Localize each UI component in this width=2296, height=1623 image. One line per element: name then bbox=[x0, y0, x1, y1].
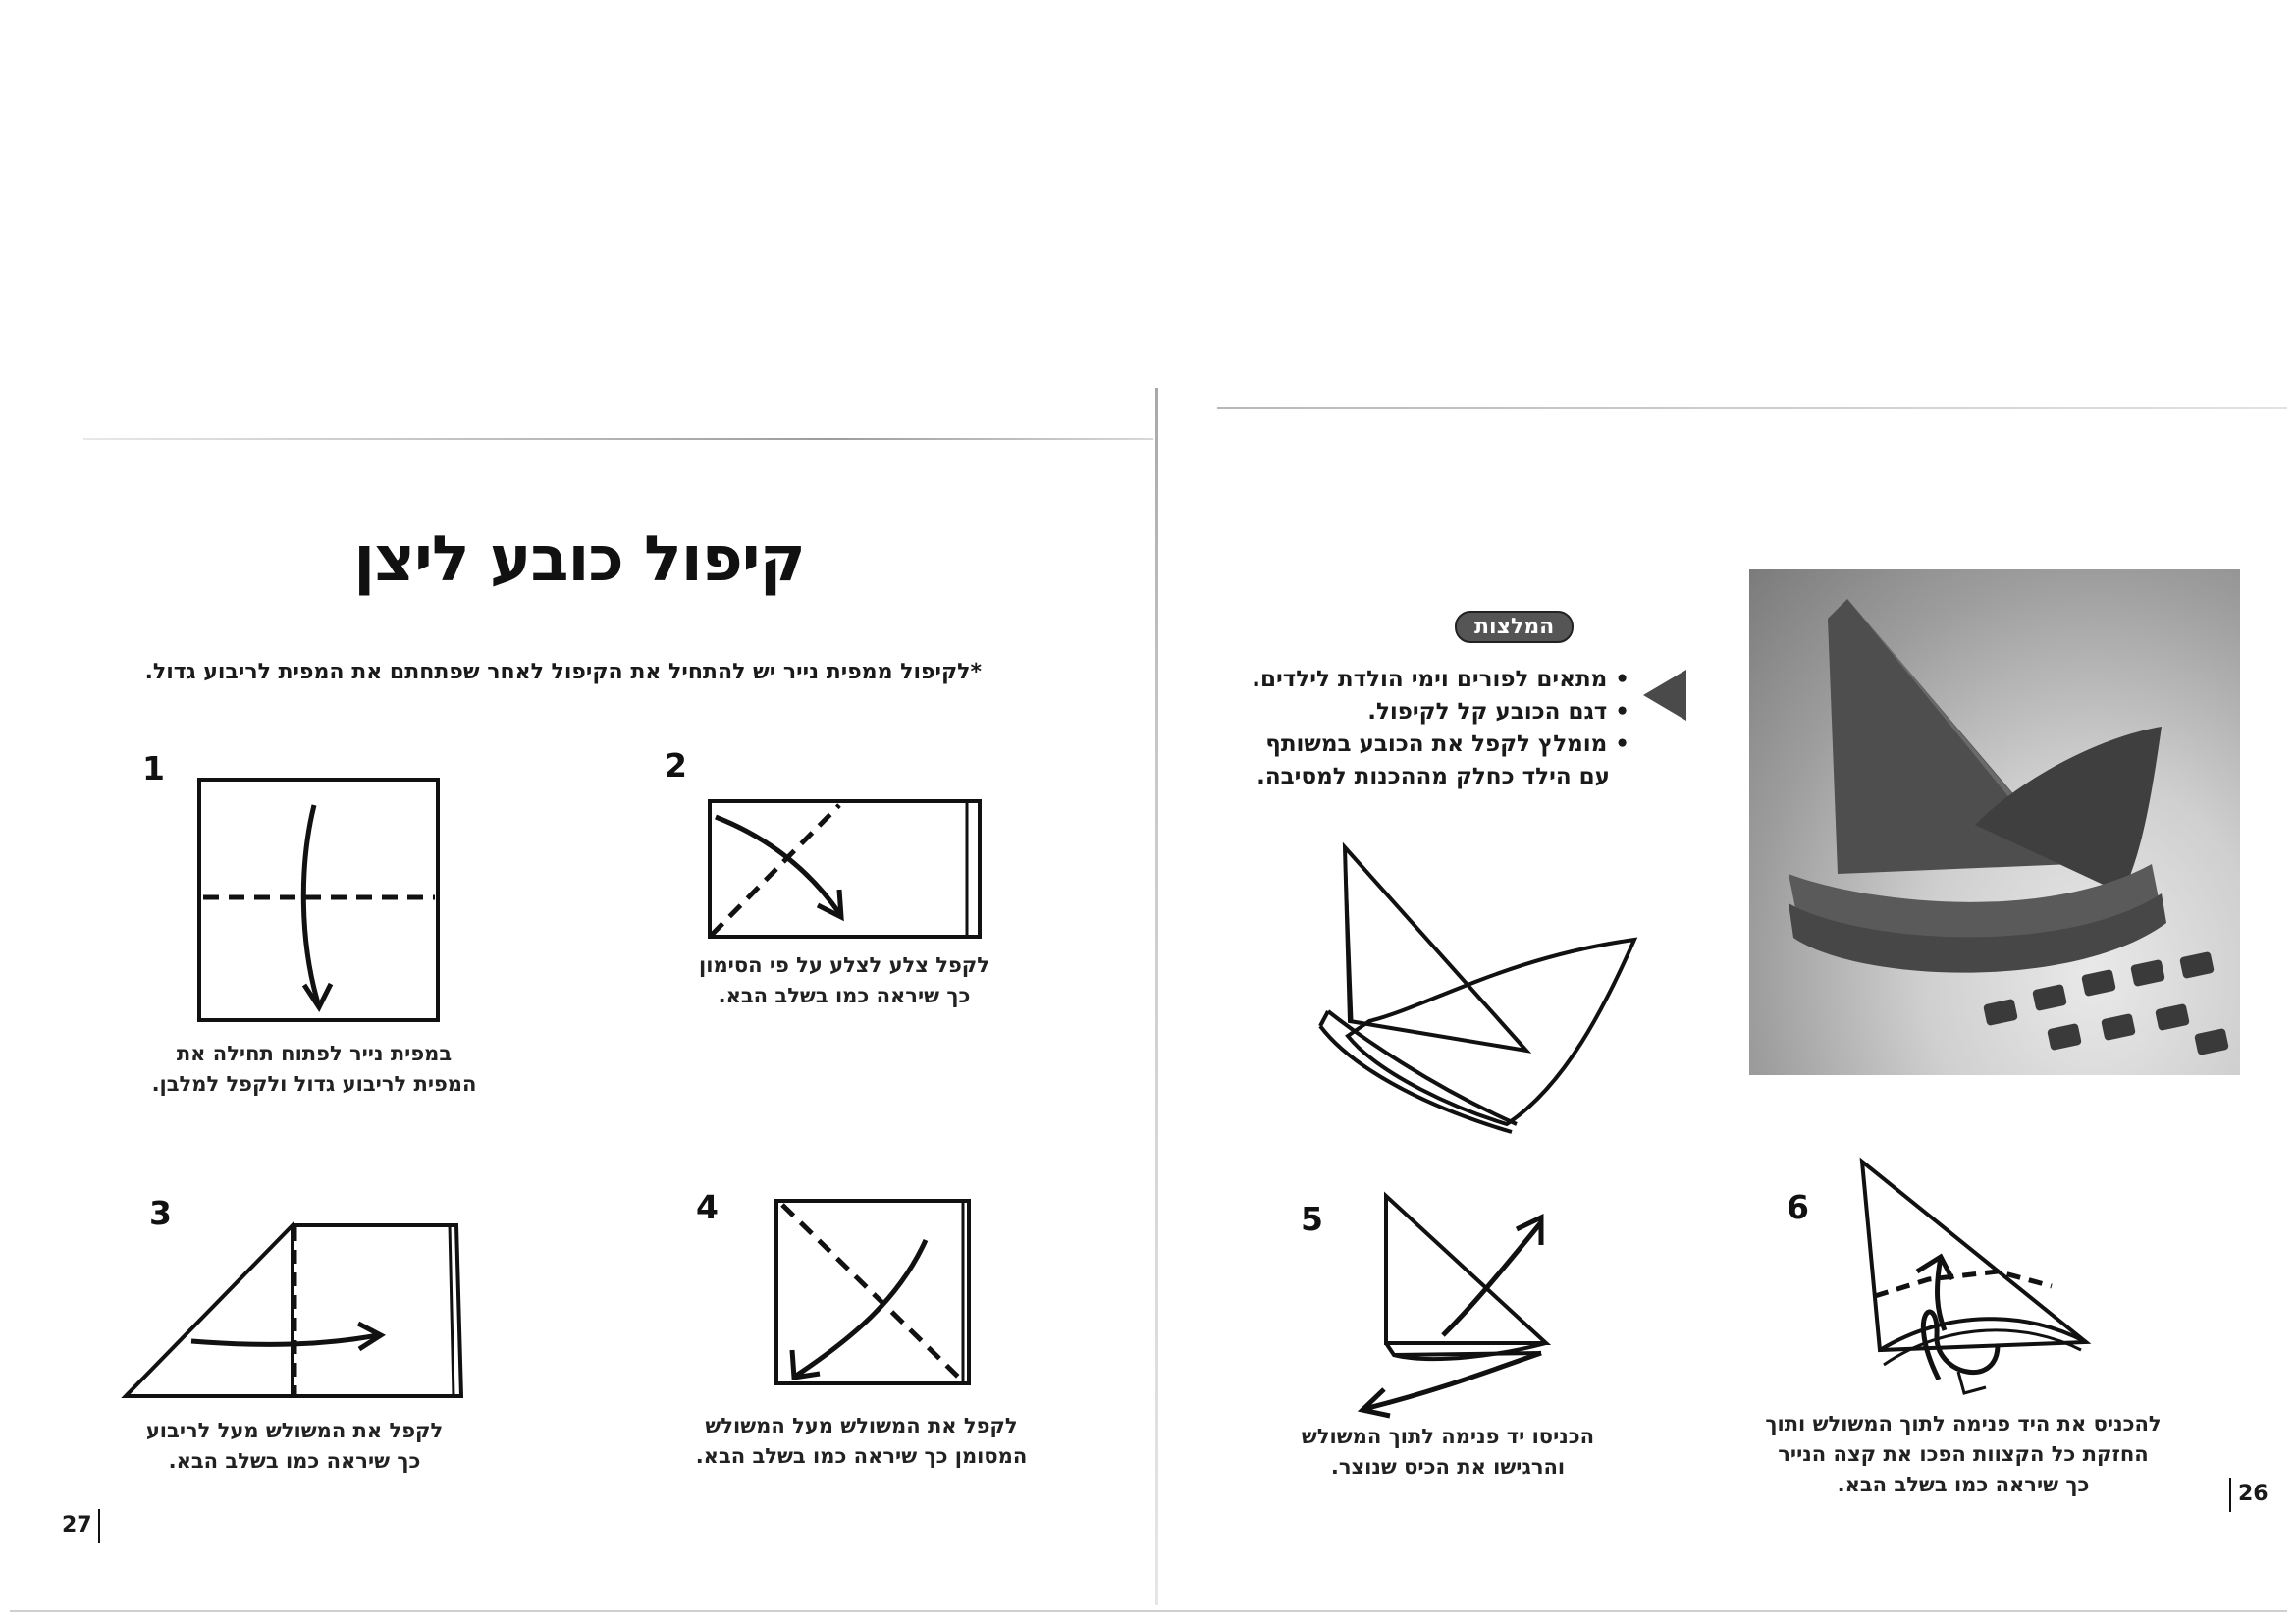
step-caption: במפית נייר לפתוח תחילה את המפית לריבוע גדול ולקפל למלבן. bbox=[151, 1042, 477, 1096]
step-number: 6 bbox=[1787, 1188, 1809, 1226]
tips-item: •מתאים לפורים וימי הולדת לילדים. bbox=[1252, 667, 1629, 692]
scan-line-top-left bbox=[83, 438, 1153, 440]
hat-photo-illustration bbox=[1749, 569, 2240, 1075]
page-title: קיפול כובע ליצן bbox=[353, 523, 805, 596]
step-caption: לקפל את המשולש מעל לריבוע כך שיראה כמו בשלב הבא. bbox=[145, 1419, 444, 1473]
step-caption: לקפל את המשולש מעל המשולש המסומן כך שיראה כמו בשלב הבא. bbox=[695, 1414, 1028, 1468]
step-1-diagram bbox=[191, 776, 447, 1031]
step-4-diagram bbox=[771, 1193, 977, 1389]
page-number-bar bbox=[98, 1509, 100, 1543]
intro-note: *לקיפול ממפית נייר יש להתחיל את הקיפול לאחר שפתחתם את המפית לריבוע גדול. bbox=[144, 660, 982, 684]
step-caption: לקפל צלע לצלע על פי הסימון כך שיראה כמו בשלב הבא. bbox=[699, 953, 989, 1007]
step-6-diagram bbox=[1850, 1154, 2096, 1399]
step-2-diagram bbox=[702, 795, 996, 943]
tips-item: •דגם הכובע קל לקיפול. bbox=[1367, 699, 1629, 725]
scan-line-top-right bbox=[1217, 407, 2287, 409]
page-number-right: 26 bbox=[2238, 1482, 2269, 1506]
tips-item: עם הילד כחלק מההכנות למסיבה. bbox=[1256, 764, 1610, 789]
step-number: 1 bbox=[142, 749, 165, 787]
step-number: 2 bbox=[665, 746, 687, 784]
tips-item: •מומלץ לקפל את הכובע במשותף bbox=[1265, 731, 1629, 757]
center-fold-line bbox=[1155, 388, 1158, 1605]
step-caption: להכניס את היד פנימה לתוך המשולש ותוך החזקת כל הקצוות הפכו את קצה הנייר כך שיראה כמו בשלב הבא. bbox=[1765, 1412, 2162, 1496]
tips-badge: המלצות bbox=[1455, 611, 1574, 643]
step-number: 4 bbox=[696, 1188, 719, 1226]
page-number-bar bbox=[2229, 1478, 2231, 1512]
triangle-left-icon bbox=[1641, 668, 1690, 723]
step-number: 5 bbox=[1301, 1200, 1323, 1238]
finished-hat-photo bbox=[1749, 569, 2240, 1075]
step-number: 3 bbox=[149, 1194, 172, 1232]
page-number-left: 27 bbox=[62, 1513, 92, 1538]
hat-line-drawing bbox=[1310, 839, 1644, 1134]
step-3-diagram bbox=[118, 1217, 481, 1404]
step-caption: הכניסו יד פנימה לתוך המשולש והרגישו את הכיס שנוצר. bbox=[1301, 1425, 1595, 1479]
step-5-diagram bbox=[1355, 1188, 1561, 1419]
tips-list bbox=[1217, 664, 1629, 793]
scan-line-bottom bbox=[10, 1610, 2287, 1612]
